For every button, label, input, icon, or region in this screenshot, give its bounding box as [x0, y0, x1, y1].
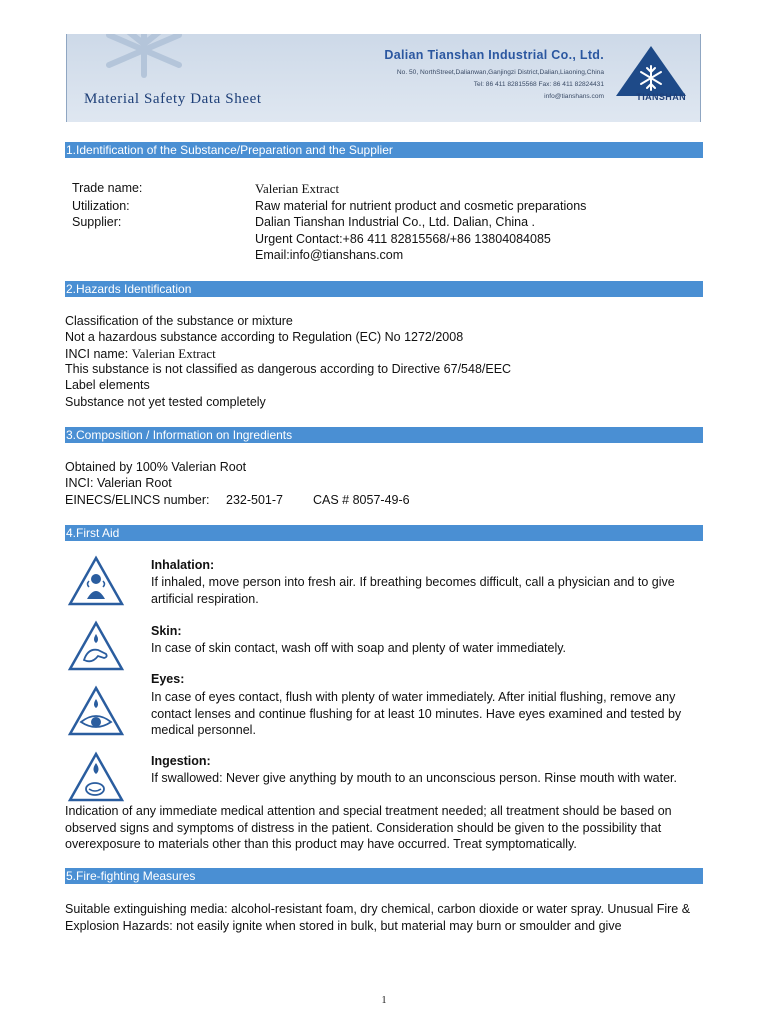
page-number: 1 [381, 995, 387, 1006]
eye-contact-icon [67, 685, 125, 737]
company-name: Dalian Tianshan Industrial Co., Ltd. [384, 48, 604, 62]
inci-name-line [65, 346, 216, 362]
document-header [66, 34, 701, 122]
section-5-heading: 5.Fire-fighting Measures [65, 868, 703, 884]
trade-name-value: Valerian Extract [255, 181, 340, 196]
inhalation-hazard-icon [67, 555, 125, 607]
skin-title: Skin: [151, 624, 182, 638]
inhalation-title: Inhalation: [151, 558, 215, 572]
tianshan-logo-icon [614, 44, 688, 114]
medical-attention-note: Indication of any immediate medical attention and special treatment needed; all treatment should be based on observed signs and symptoms of distress in the patient. Consideration should be given to the possibility that overexposure to materials other than this product may have occurred. Treat symptomatically. [65, 804, 672, 851]
trade-name-label: Trade name: [72, 181, 143, 195]
skin-text: In case of skin contact, wash off with soap and plenty of water immediately. [151, 641, 567, 655]
classification-line: Classification of the substance or mixture [65, 314, 293, 328]
inhalation-text: If inhaled, move person into fresh air. If breathing becomes difficult, call a physician and to give artificial respiration. [151, 575, 675, 606]
regulation-line: Not a hazardous substance according to Regulation (EC) No 1272/2008 [65, 330, 464, 344]
utilization-value: Raw material for nutrient product and cosmetic preparations [255, 199, 587, 213]
company-email: info@tianshans.com [544, 93, 604, 100]
inci-name-value: Valerian Extract [131, 346, 216, 361]
section-4-heading: 4.First Aid [65, 525, 703, 541]
fire-fighting-text: Suitable extinguishing media: alcohol-resistant foam, dry chemical, carbon dioxide or water spray. Unusual Fire & Explosion Hazards: not easily ignite when stored in bulk, but material may burn or smoulder and give [65, 902, 691, 933]
ingestion-icon [67, 751, 125, 803]
obtained-line: Obtained by 100% Valerian Root [65, 460, 247, 474]
cas-number: CAS # 8057-49-6 [313, 493, 410, 507]
section-3-heading: 3.Composition / Information on Ingredients [65, 427, 703, 443]
inci-line: INCI: Valerian Root [65, 476, 172, 490]
supplier-email: Email:info@tianshans.com [255, 248, 404, 262]
ingestion-text: If swallowed: Never give anything by mouth to an unconscious person. Rinse mouth with water. [151, 771, 677, 785]
ingestion-title: Ingestion: [151, 754, 211, 768]
company-phone-fax: Tel: 86 411 82815568 Fax: 86 411 82824431 [473, 81, 604, 88]
einecs-label: EINECS/ELINCS number: [65, 493, 210, 507]
supplier-value: Dalian Tianshan Industrial Co., Ltd. Dalian, China . [255, 215, 536, 229]
section-2-heading: 2.Hazards Identification [65, 281, 703, 297]
section-1-heading: 1.Identification of the Substance/Preparation and the Supplier [65, 142, 703, 158]
einecs-value: 232-501-7 [226, 493, 283, 507]
eyes-title: Eyes: [151, 672, 185, 686]
document-title: Material Safety Data Sheet [84, 91, 262, 107]
utilization-label: Utilization: [72, 199, 130, 213]
tested-line: Substance not yet tested completely [65, 395, 266, 409]
inci-name-label: INCI name: [65, 347, 132, 361]
skin-contact-icon [67, 620, 125, 672]
snowflake-watermark-icon [89, 34, 199, 80]
label-elements-line: Label elements [65, 378, 150, 392]
supplier-label: Supplier: [72, 215, 122, 229]
eyes-text: In case of eyes contact, flush with plenty of water immediately. After initial flushing, remove any contact lenses and continue flushing for at least 10 minutes. Have eyes examined and tested by medical personnel. [151, 690, 682, 737]
logo-text: TIANSHAN [636, 92, 686, 102]
company-address: No. 50, NorthStreet,Dalianwan,Ganjingzi District,Dalian,Liaoning,China [396, 69, 604, 76]
urgent-contact: Urgent Contact:+86 411 82815568/+86 13804084085 [255, 232, 551, 246]
directive-line: This substance is not classified as dangerous according to Directive 67/548/EEC [65, 362, 512, 376]
